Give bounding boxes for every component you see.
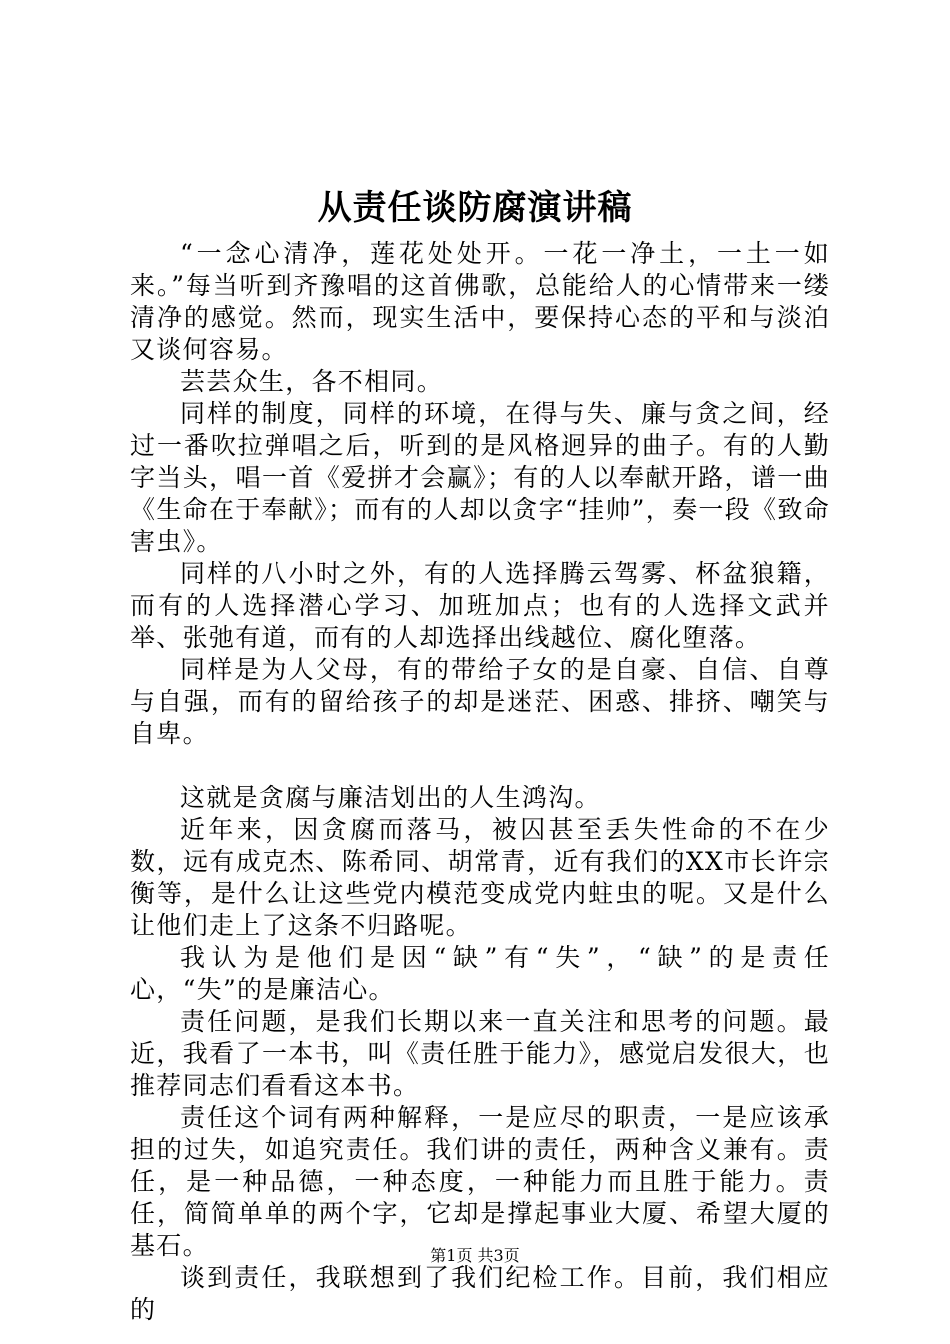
paragraph: “一念心清净，莲花处处开。一花一净土，一土一如来。”每当听到齐豫唱的这首佛歌，总能给人的心情带来一缕清净的感觉。然而，现实生活中，要保持心态的平和与淡泊又谈何容易。: [130, 239, 830, 364]
document-body: [130, 238, 830, 1326]
paragraph: 近年来，因贪腐而落马，被囚甚至丢失性命的不在少数，远有成克杰、陈希同、胡常青，近有我们的XX市长许宗衡等，是什么让这些党内模范变成党内蛀虫的呢。又是什么让他们走上了这条不归路呢。: [130, 815, 830, 940]
paragraph: 同样的制度，同样的环境，在得与失、廉与贪之间，经过一番吹拉弹唱之后，听到的是风格迥异的曲子。有的人勤字当头，唱一首《爱拼才会赢》；有的人以奉献开路，谱一曲《生命在于奉献》；而有的人却以贪字“挂帅”，奏一段《致命害虫》。: [130, 399, 830, 556]
paragraph: 我认为是他们是因“缺”有“失”，“缺”的是责任心，“失”的是廉洁心。: [130, 943, 830, 1004]
paragraph: 同样的八小时之外，有的人选择腾云驾雾、杯盆狼籍，而有的人选择潜心学习、加班加点；也有的人选择文武并举、张弛有道，而有的人却选择出线越位、腐化堕落。: [130, 559, 830, 652]
paragraph: 谈到责任，我联想到了我们纪检工作。目前，我们相应的: [130, 1263, 830, 1324]
paragraph: 同样是为人父母，有的带给子女的是自豪、自信、自尊与自强，而有的留给孩子的却是迷茫、困惑、排挤、嘲笑与自卑。: [130, 655, 830, 748]
paragraph: 芸芸众生，各不相同。: [180, 367, 444, 396]
paragraph: 这就是贪腐与廉洁划出的人生鸿沟。: [180, 783, 601, 812]
paragraph: 责任这个词有两种解释，一是应尽的职责，一是应该承担的过失，如追究责任。我们讲的责任，两种含义兼有。责任，是一种品德，一种态度，一种能力而且胜于能力。责任，简简单单的两个字，它却是撑起事业大厦、希望大厦的基石。: [130, 1103, 830, 1260]
paragraph: 责任问题，是我们长期以来一直关注和思考的问题。最近，我看了一本书，叫《责任胜于能力》，感觉启发很大，也推荐同志们看看这本书。: [130, 1007, 830, 1100]
document-title: 从责任谈防腐演讲稿: [317, 188, 633, 228]
page-number-footer: 第1页 共3页: [430, 1246, 520, 1265]
